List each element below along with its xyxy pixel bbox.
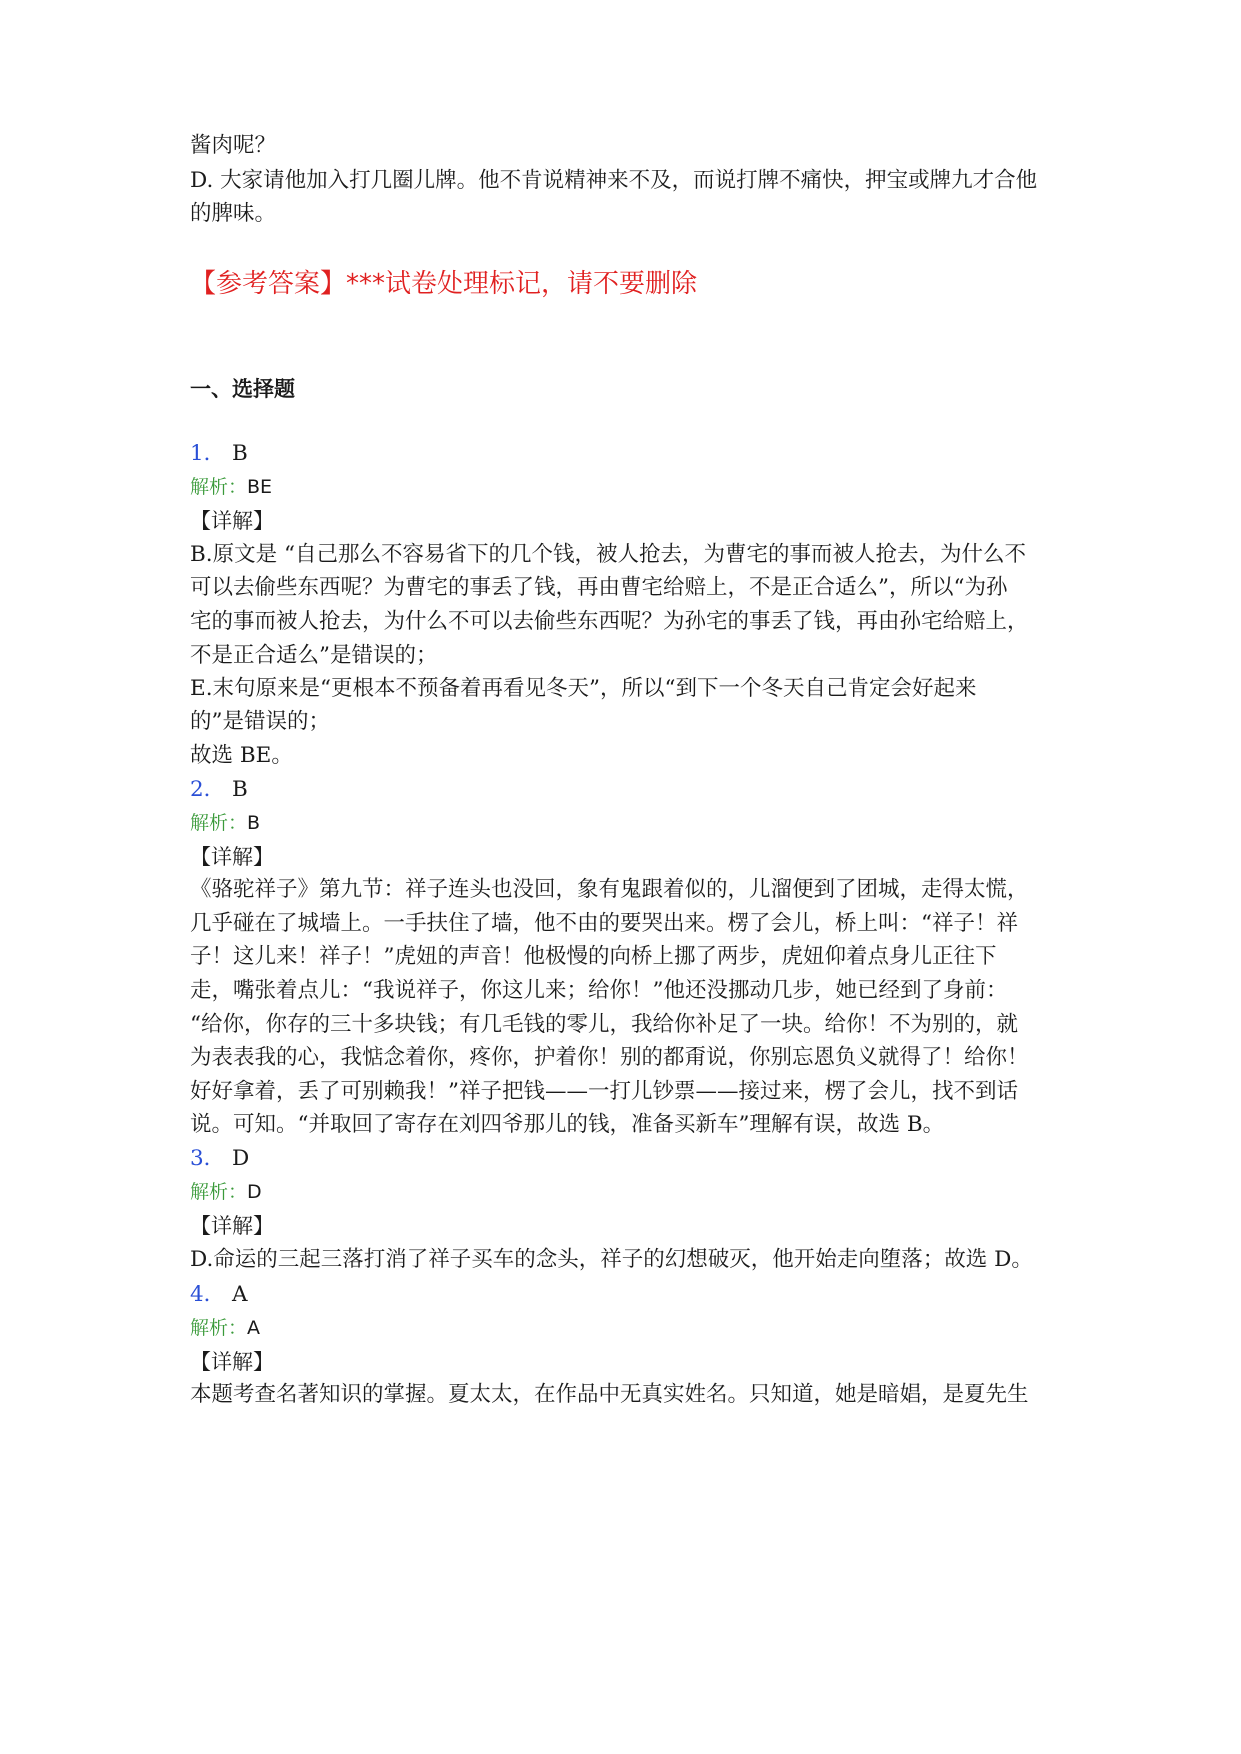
question-number: 1．: [190, 441, 226, 466]
question-number: 4．: [190, 1282, 226, 1307]
analysis-label: 解析：: [190, 1181, 248, 1203]
detail-line: 为表表我的心，我惦念着你，疼你，护着你！别的都甭说，你别忘恩负义就得了！给你！: [190, 1045, 1029, 1070]
detail-line: 不是正合适么”是错误的；: [190, 643, 438, 668]
analysis-value: BE: [247, 476, 273, 498]
detail-line: 说。可知。“并取回了寄存在刘四爷那儿的钱，准备买新车”理解有误，故选 B。: [190, 1112, 945, 1137]
analysis-value: B: [247, 812, 261, 834]
detail-line: 几乎碰在了城墙上。一手扶住了墙，他不由的要哭出来。楞了会儿，桥上叫：“祥子！祥: [190, 911, 1018, 936]
question-answer: A: [232, 1282, 248, 1307]
detail-line: “给你，你存的三十多块钱；有几毛钱的零儿，我给你补足了一块。给你！不为别的，就: [190, 1012, 1018, 1037]
detail-line: 的”是错误的；: [190, 709, 330, 734]
text-line: 的脾味。: [190, 201, 277, 226]
detail-line: 宅的事而被人抢去，为什么不可以去偷些东西呢？为孙宅的事丢了钱，再由孙宅给赔上，: [190, 609, 1029, 634]
section-title: 一、选择题: [190, 377, 295, 401]
analysis-label: 解析：: [190, 476, 248, 498]
detail-line: 可以去偷些东西呢？为曹宅的事丢了钱，再由曹宅给赔上，不是正合适么”，所以“为孙: [190, 575, 1008, 600]
detail-line: 走，嘴张着点儿：“我说祥子，你这儿来；给你！”他还没挪动几步，她已经到了身前：: [190, 978, 1008, 1003]
detail-line: 好好拿着，丢了可别赖我！”祥子把钱——一打儿钞票——接过来，楞了会儿，找不到话: [190, 1079, 1018, 1104]
analysis-line: [190, 472, 272, 502]
detail-line: 《骆驼祥子》第九节：祥子连头也没回，象有鬼跟着似的，儿溜便到了团城，走得太慌，: [190, 877, 1029, 902]
question-answer: B: [232, 441, 248, 466]
analysis-line: [190, 1313, 260, 1343]
question-answer-line: [190, 1144, 249, 1174]
analysis-line: [190, 808, 260, 838]
question-number: 3．: [190, 1146, 226, 1171]
question-answer: D: [232, 1146, 250, 1171]
question-answer-line: [190, 775, 248, 805]
text-line: 酱肉呢？: [190, 133, 277, 158]
question-answer-line: [190, 1280, 248, 1310]
analysis-label: 解析：: [190, 812, 248, 834]
detail-label: 【详解】: [190, 845, 274, 869]
analysis-value: D: [247, 1181, 262, 1203]
detail-line: E.末句原来是“更根本不预备着再看见冬天”，所以“到下一个冬天自己肯定会好起来: [190, 676, 977, 701]
detail-label: 【详解】: [190, 1350, 274, 1374]
analysis-line: [190, 1177, 262, 1207]
detail-line: B.原文是 “自己那么不容易省下的几个钱，被人抢去，为曹宅的事而被人抢去，为什么不: [190, 542, 1026, 567]
analysis-value: A: [247, 1317, 261, 1339]
analysis-label: 解析：: [190, 1317, 248, 1339]
detail-label: 【详解】: [190, 509, 274, 533]
detail-line: 本题考查名著知识的掌握。夏太太，在作品中无真实姓名。只知道，她是暗娼，是夏先生: [190, 1382, 1029, 1407]
question-answer-line: [190, 439, 248, 469]
detail-line: 故选 BE。: [190, 743, 293, 768]
detail-line: 子！这儿来！祥子！”虎妞的声音！他极慢的向桥上挪了两步，虎妞仰着点身儿正往下: [190, 944, 997, 969]
question-answer: B: [232, 777, 248, 802]
question-number: 2．: [190, 777, 226, 802]
detail-label: 【详解】: [190, 1214, 274, 1238]
detail-line: D.命运的三起三落打消了祥子买车的念头，祥子的幻想破灭，他开始走向堕落；故选 D。: [190, 1247, 1033, 1272]
answer-key-heading: 【参考答案】***试卷处理标记，请不要删除: [190, 269, 698, 299]
text-line: D. 大家请他加入打几圈儿牌。他不肯说精神来不及，而说打牌不痛快，押宝或牌九才合他: [190, 168, 1038, 193]
